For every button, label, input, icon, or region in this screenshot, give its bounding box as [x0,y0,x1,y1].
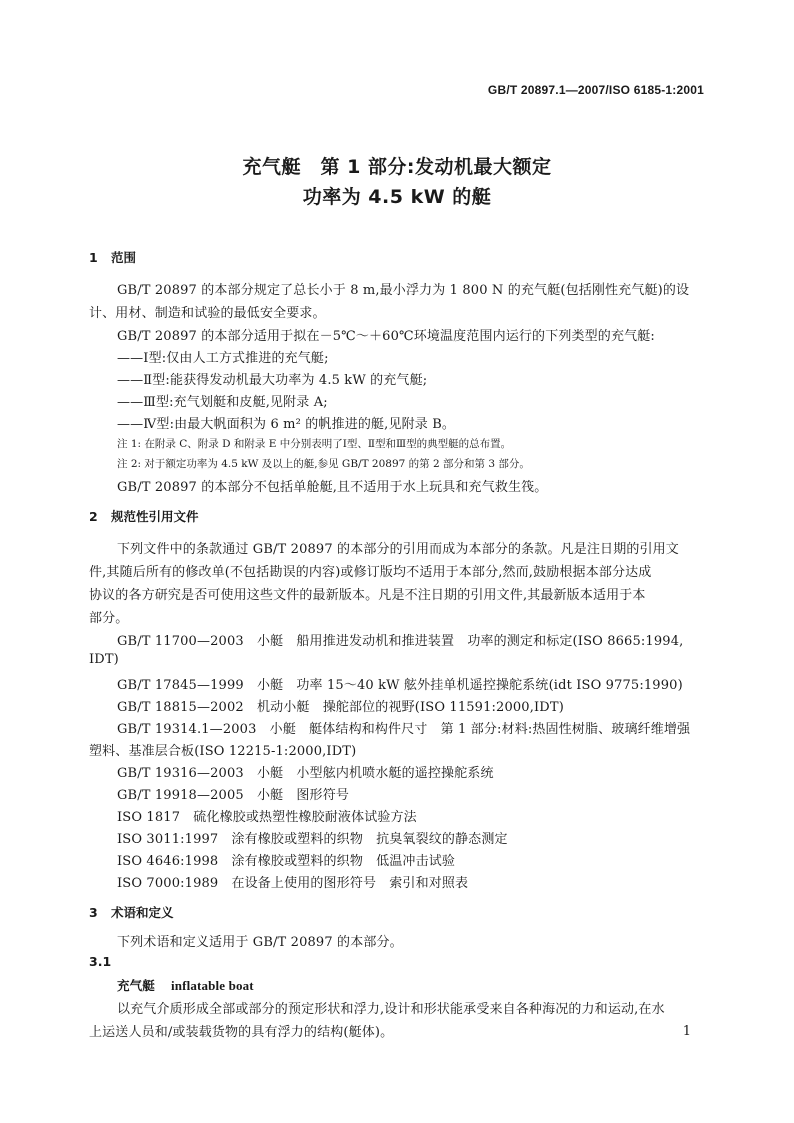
paragraph-line: 计、用材、制造和试验的最低安全要求。 [89,306,326,321]
list-item: ——Ⅱ型:能获得发动机最大功率为 4.5 kW 的充气艇; [117,373,428,388]
standard-code: GB/T 20897.1—2007/ISO 6185-1:2001 [487,83,704,97]
section-2-heading [89,507,199,525]
reference-line: GB/T 19314.1—2003 小艇 艇体结构和构件尺寸 第 1 部分:材料:热固性树脂、玻璃纤维增强 [117,722,691,737]
reference-line: GB/T 11700—2003 小艇 船用推进发动机和推进装置 功率的测定和标定(ISO 8665:1994, [117,634,684,649]
paragraph-line: 部分。 [89,611,129,626]
clause-number: 3.1 [89,954,112,969]
document-title-line1: 充气艇 第 1 部分:发动机最大额定 [242,156,552,178]
reference-line: 塑料、基准层合板(ISO 12215-1:2000,IDT) [89,744,357,759]
reference-line: GB/T 17845—1999 小艇 功率 15～40 kW 舷外挂单机遥控操舵系统(idt ISO 9775:1990) [117,678,683,693]
reference-line: GB/T 19918—2005 小艇 图形符号 [117,788,350,803]
reference-line: GB/T 18815—2002 机动小艇 操舵部位的视野(ISO 11591:2000,IDT) [117,700,564,715]
paragraph-line: GB/T 20897 的本部分规定了总长小于 8 m,最小浮力为 1 800 N 的充气艇(包括刚性充气艇)的设 [117,283,690,298]
definition-line: 上运送人员和/或装载货物的具有浮力的结构(艇体)。 [89,1025,394,1040]
term-english: inflatable boat [170,978,254,993]
list-item: ——Ⅳ型:由最大帆面积为 6 m² 的帆推进的艇,见附录 B。 [117,417,456,432]
section-title: 规范性引用文件 [111,509,199,524]
note-2: 注 2: 对于额定功率为 4.5 kW 及以上的艇,参见 GB/T 20897 的第 2 部分和第 3 部分。 [117,458,530,470]
section-title: 术语和定义 [111,905,174,920]
paragraph-line: GB/T 20897 的本部分适用于拟在－5℃～＋60℃环境温度范围内运行的下列类型的充气艇: [117,329,655,344]
section-number: 1 [89,250,98,265]
list-item: ——Ⅲ型:充气划艇和皮艇,见附录 A; [117,395,328,410]
term-entry [117,976,254,994]
note-1: 注 1: 在附录 C、附录 D 和附录 E 中分别表明了Ⅰ型、Ⅱ型和Ⅲ型的典型艇的总布置。 [117,438,512,450]
section-3-heading [89,903,174,921]
document-title-line2: 功率为 4.5 kW 的艇 [302,186,492,208]
term-chinese: 充气艇 [117,978,155,993]
paragraph-line: 下列文件中的条款通过 GB/T 20897 的本部分的引用而成为本部分的条款。凡是注日期的引用文 [117,542,679,557]
paragraph-line: 件,其随后所有的修改单(不包括勘误的内容)或修订版均不适用于本部分,然而,鼓励根据本部分达成 [89,565,652,580]
page-number: 1 [682,1024,691,1039]
reference-line: ISO 4646:1998 涂有橡胶或塑料的织物 低温冲击试验 [117,854,456,869]
section-1-heading [89,248,136,266]
section-title: 范围 [111,250,137,265]
paragraph-line: 协议的各方研究是否可使用这些文件的最新版本。凡是不注日期的引用文件,其最新版本适用于本 [89,588,646,603]
reference-line: ISO 3011:1997 涂有橡胶或塑料的织物 抗臭氧裂纹的静态测定 [117,832,508,847]
reference-line: IDT) [89,652,119,667]
paragraph-line: 下列术语和定义适用于 GB/T 20897 的本部分。 [117,935,403,950]
paragraph-line: GB/T 20897 的本部分不包括单舱艇,且不适用于水上玩具和充气救生筏。 [117,480,548,495]
reference-line: ISO 7000:1989 在设备上使用的图形符号 索引和对照表 [117,876,469,891]
section-number: 3 [89,905,98,920]
list-item: ——Ⅰ型:仅由人工方式推进的充气艇; [117,351,329,366]
definition-line: 以充气介质形成全部或部分的预定形状和浮力,设计和形状能承受来自各种海况的力和运动,在水 [117,1002,665,1017]
section-number: 2 [89,509,98,524]
reference-line: GB/T 19316—2003 小艇 小型舷内机喷水艇的遥控操舵系统 [117,766,494,781]
reference-line: ISO 1817 硫化橡胶或热塑性橡胶耐液体试验方法 [117,810,417,825]
